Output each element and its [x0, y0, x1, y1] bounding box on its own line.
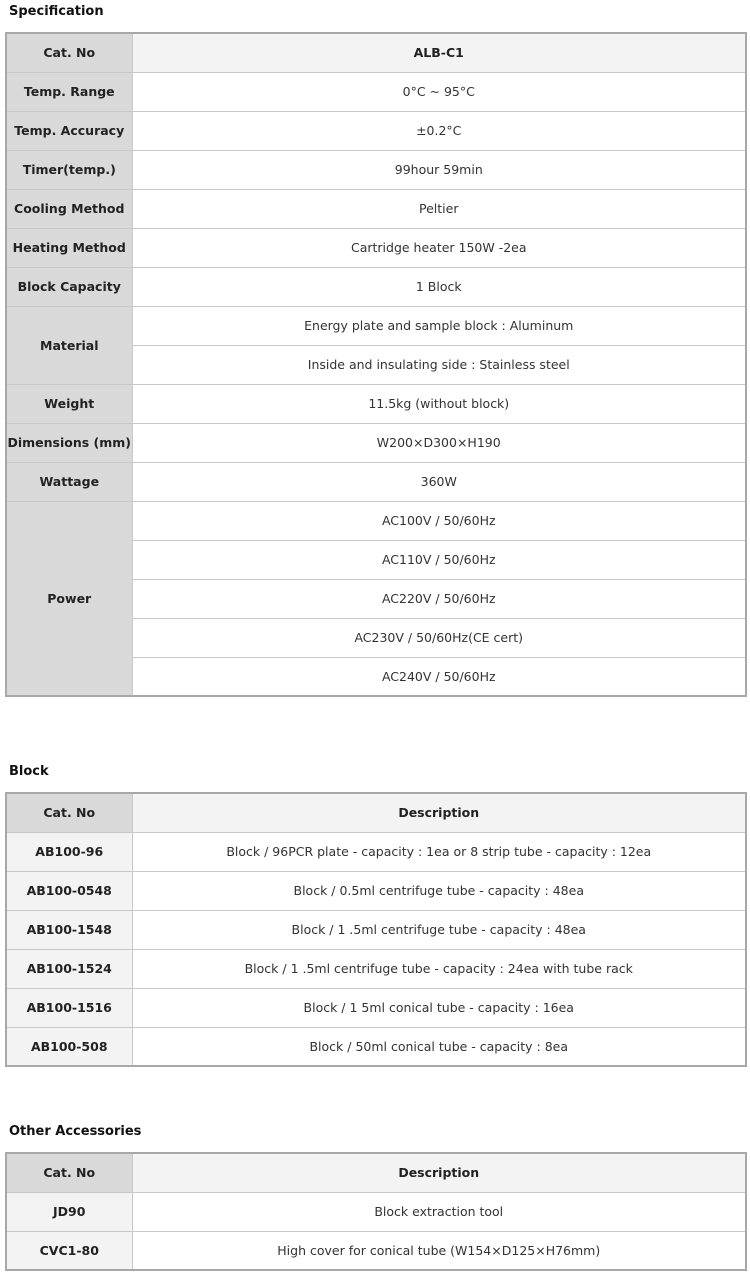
block-cat-no: AB100-0548	[6, 871, 132, 910]
spec-row-value: ±0.2°C	[132, 111, 746, 150]
table-row	[6, 1192, 746, 1231]
spec-row	[6, 111, 746, 150]
block-header-row	[6, 793, 746, 832]
spec-power-value: AC220V / 50/60Hz	[132, 579, 746, 618]
spec-row	[6, 384, 746, 423]
block-description: Block / 1 5ml conical tube - capacity : 16ea	[132, 988, 746, 1027]
accessories-title: Other Accessories	[9, 1124, 142, 1139]
spec-row-label: Weight	[6, 384, 132, 423]
spec-row-label: Heating Method	[6, 228, 132, 267]
accessory-description: High cover for conical tube (W154×D125×H76mm)	[132, 1231, 746, 1270]
spec-row-value: 1 Block	[132, 267, 746, 306]
accessories-header-cat: Cat. No	[6, 1153, 132, 1192]
spec-header-row	[6, 33, 746, 72]
spec-row-value: W200×D300×H190	[132, 423, 746, 462]
block-cat-no: AB100-96	[6, 832, 132, 871]
table-row	[6, 1027, 746, 1066]
spec-row-label: Temp. Accuracy	[6, 111, 132, 150]
block-table	[5, 792, 747, 1067]
block-header-desc: Description	[132, 793, 746, 832]
spec-power-value: AC240V / 50/60Hz	[132, 657, 746, 696]
spec-row-value: 360W	[132, 462, 746, 501]
spec-material-value: Inside and insulating side : Stainless steel	[132, 345, 746, 384]
spec-power-value: AC110V / 50/60Hz	[132, 540, 746, 579]
spec-row-label: Timer(temp.)	[6, 150, 132, 189]
spec-row-value: Peltier	[132, 189, 746, 228]
spec-row	[6, 228, 746, 267]
accessory-cat-no: CVC1-80	[6, 1231, 132, 1270]
table-row	[6, 949, 746, 988]
table-row	[6, 871, 746, 910]
block-header-cat: Cat. No	[6, 793, 132, 832]
spec-row	[6, 462, 746, 501]
block-description: Block / 1 .5ml centrifuge tube - capacity : 48ea	[132, 910, 746, 949]
table-row	[6, 988, 746, 1027]
spec-row-power	[6, 501, 746, 540]
block-cat-no: AB100-1548	[6, 910, 132, 949]
spec-power-value: AC100V / 50/60Hz	[132, 501, 746, 540]
spec-power-label: Power	[6, 501, 132, 696]
table-row	[6, 910, 746, 949]
spec-material-value: Energy plate and sample block : Aluminum	[132, 306, 746, 345]
block-description: Block / 50ml conical tube - capacity : 8ea	[132, 1027, 746, 1066]
spec-row	[6, 189, 746, 228]
spec-row-label: Cooling Method	[6, 189, 132, 228]
accessory-cat-no: JD90	[6, 1192, 132, 1231]
spec-row-value: 0°C ~ 95°C	[132, 72, 746, 111]
spec-row-label: Block Capacity	[6, 267, 132, 306]
spec-row-value: Cartridge heater 150W -2ea	[132, 228, 746, 267]
spec-row	[6, 423, 746, 462]
specification-title: Specification	[9, 4, 104, 19]
spec-power-value: AC230V / 50/60Hz(CE cert)	[132, 618, 746, 657]
accessory-description: Block extraction tool	[132, 1192, 746, 1231]
accessories-header-desc: Description	[132, 1153, 746, 1192]
spec-row-material	[6, 306, 746, 345]
block-description: Block / 1 .5ml centrifuge tube - capacity : 24ea with tube rack	[132, 949, 746, 988]
table-row	[6, 1231, 746, 1270]
table-row	[6, 832, 746, 871]
spec-row-label: Dimensions (mm)	[6, 423, 132, 462]
block-title: Block	[9, 764, 49, 779]
accessories-header-row	[6, 1153, 746, 1192]
spec-material-label: Material	[6, 306, 132, 384]
spec-row-label: Wattage	[6, 462, 132, 501]
spec-header-value: ALB-C1	[132, 33, 746, 72]
block-description: Block / 0.5ml centrifuge tube - capacity : 48ea	[132, 871, 746, 910]
spec-header-label: Cat. No	[6, 33, 132, 72]
block-cat-no: AB100-1524	[6, 949, 132, 988]
spec-row-value: 99hour 59min	[132, 150, 746, 189]
accessories-table	[5, 1152, 747, 1271]
spec-row	[6, 72, 746, 111]
spec-row-label: Temp. Range	[6, 72, 132, 111]
block-cat-no: AB100-1516	[6, 988, 132, 1027]
specification-table	[5, 32, 747, 697]
spec-row-value: 11.5kg (without block)	[132, 384, 746, 423]
block-description: Block / 96PCR plate - capacity : 1ea or 8 strip tube - capacity : 12ea	[132, 832, 746, 871]
spec-row	[6, 267, 746, 306]
block-cat-no: AB100-508	[6, 1027, 132, 1066]
spec-row	[6, 150, 746, 189]
